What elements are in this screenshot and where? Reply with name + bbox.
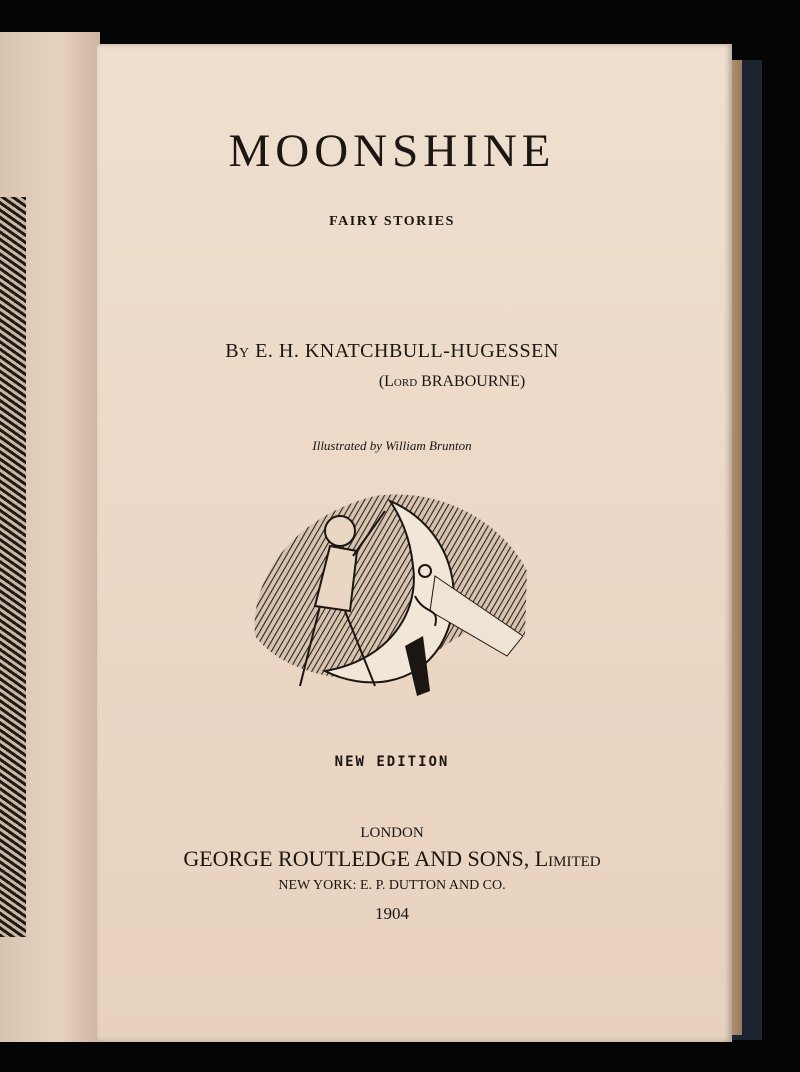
publication-year: 1904 [375,904,409,923]
author-prefix: By [225,340,250,362]
publisher-main: GEORGE ROUTLEDGE AND SONS, [183,846,530,871]
book-subtitle: FAIRY STORIES [329,214,455,229]
publisher-name [97,846,687,872]
author-name: E. H. KNATCHBULL-HUGESSEN [255,340,559,362]
author-line [97,340,687,363]
moon-and-elf-illustration [245,486,530,706]
illustrator-credit: Illustrated by William Brunton [312,438,472,453]
edition-label: NEW EDITION [334,754,450,770]
co-publisher: NEW YORK: E. P. DUTTON AND CO. [278,878,506,893]
facing-page [0,32,100,1042]
author-title-open: (Lord [378,373,418,390]
title-page [97,44,732,1042]
author-title-name: BRABOURNE) [421,373,526,390]
frontispiece-illustration [0,197,26,937]
author-title [157,373,747,391]
book-title: MOONSHINE [228,125,556,177]
publisher-suffix: Limited [534,846,601,871]
publisher-city: LONDON [360,825,424,841]
